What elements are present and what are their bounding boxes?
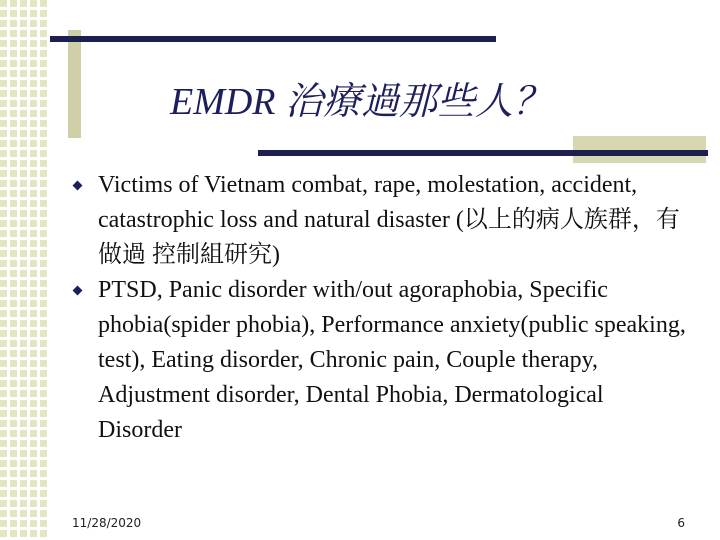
bullet-item-2: [73, 273, 693, 448]
bullet-list: [73, 168, 693, 448]
decorative-khaki-block-left: [68, 30, 81, 138]
footer-date: 11/28/2020: [72, 516, 142, 530]
bullet-text-1: Victims of Vietnam combat, rape, molestation, accident, catastrophic loss and natural disaster (以上的病人族群，有做過 控制組研究): [98, 172, 680, 268]
diamond-bullet-icon: [73, 181, 83, 191]
bullet-item-1: [73, 168, 693, 273]
diamond-bullet-icon: [73, 286, 83, 296]
footer-page-number: 6: [677, 516, 685, 530]
slide-title: EMDR 治療過那些人？: [170, 81, 552, 123]
bullet-text-2: PTSD, Panic disorder with/out agoraphobia, Specific phobia(spider phobia), Performance anxiety(public speaking, test), Eating disorder, Chronic pain, Couple therapy, Adjustment disorder, Dental Phobia, Dermatological Disorder: [98, 277, 686, 443]
decorative-rule-top: [50, 36, 496, 42]
decorative-checkered-grid: [0, 0, 50, 540]
decorative-rule-bottom: [258, 150, 708, 156]
